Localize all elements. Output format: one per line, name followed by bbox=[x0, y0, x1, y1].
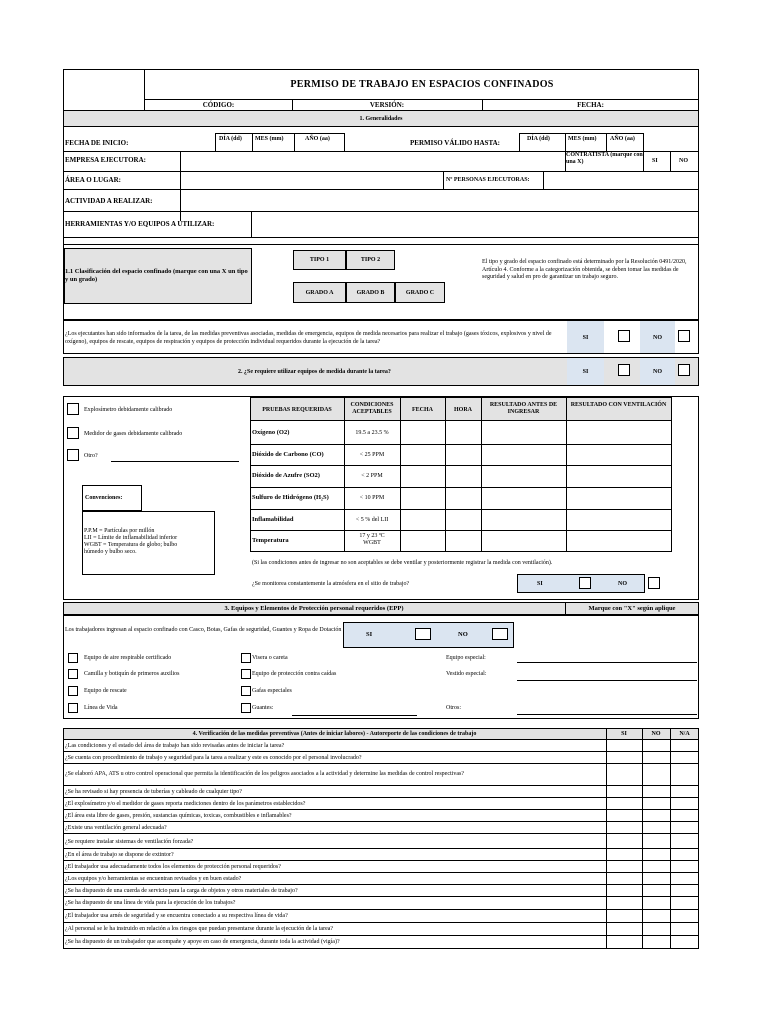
epp-marque: Marque con "X" según aplique bbox=[588, 605, 676, 612]
vestido-especial-line[interactable] bbox=[517, 680, 697, 681]
verificacion-item: ¿Las condiciones y el estado del área de trabajo han sido revisadas antes de iniciar la tarea? bbox=[65, 743, 285, 749]
convencion-wgbt: WGBT = Temperatura de globo; bulbo bbox=[84, 542, 178, 548]
epp-no: NO bbox=[458, 631, 468, 638]
linea-vida-checkbox[interactable] bbox=[68, 703, 78, 713]
verificacion-item: ¿Los equipos y/o herramientas se encuentran revisados y en buen estado? bbox=[65, 876, 242, 882]
fecha-label: FECHA: bbox=[577, 101, 604, 109]
empresa-label: EMPRESA EJECUTORA: bbox=[65, 156, 146, 164]
tipo1-label: TIPO 1 bbox=[309, 257, 330, 263]
verificacion-item: ¿Se cuenta con procedimiento de trabajo y seguridad para la tarea a realizar y este es conocido por el personal involucrado? bbox=[65, 755, 362, 761]
cond-h2s: < 10 PPM bbox=[359, 495, 385, 501]
otros-line[interactable] bbox=[517, 714, 697, 715]
verificacion-item: ¿El trabajador usa arnés de seguridad y se encuentra conectado a su respectiva línea de vida? bbox=[65, 913, 288, 919]
verificacion-item: ¿Se elaboró APA, ATS u otro control operacional que permita la identificación de los peligros asociados a la actividad y determine las medidas de control respectivas? bbox=[65, 771, 464, 777]
camilla-checkbox[interactable] bbox=[68, 669, 78, 679]
verificacion-si: SI bbox=[621, 731, 627, 737]
fecha-inicio-label: FECHA DE INICIO: bbox=[65, 139, 129, 147]
clasificacion-label: 1.1 Clasificación del espacio confinado (marque con una X un tipo y un grado) bbox=[65, 268, 248, 283]
guantes-line[interactable] bbox=[292, 715, 417, 716]
resultado-ventilacion-header: RESULTADO CON VENTILACIÓN bbox=[570, 402, 667, 408]
otros-label: Otros: bbox=[446, 705, 461, 711]
epp-si-checkbox[interactable] bbox=[415, 628, 431, 640]
otro-checkbox[interactable] bbox=[67, 449, 79, 461]
equipo-especial-label: Equipo especial: bbox=[446, 655, 486, 661]
monitorea-no: NO bbox=[618, 581, 627, 587]
visera-checkbox[interactable] bbox=[241, 653, 251, 663]
form-title: PERMISO DE TRABAJO EN ESPACIOS CONFINADOS bbox=[290, 79, 554, 90]
gradoA-label: GRADO A bbox=[305, 290, 334, 296]
permiso-valido-label: PERMISO VÁLIDO HASTA: bbox=[410, 139, 500, 147]
informados-no-checkbox[interactable] bbox=[678, 330, 690, 342]
proteccion-caidas-checkbox[interactable] bbox=[241, 669, 251, 679]
generalidades-title: 1. Generalidades bbox=[359, 116, 403, 122]
pruebas-header: PRUEBAS REQUERIDAS bbox=[262, 407, 332, 413]
cond-temperatura: 17 y 23 ºC WGBT bbox=[359, 533, 385, 546]
medidor-gases-checkbox[interactable] bbox=[67, 427, 79, 439]
camilla-label: Camilla y botiquín de primeros auxilios bbox=[84, 671, 180, 677]
informados-no: NO bbox=[653, 335, 662, 341]
convencion-lii: LII = Límite de inflamabilidad inferior bbox=[84, 535, 178, 541]
verificacion-item: ¿El área esta libre de gases, presión, sustancias químicas, toxicas, combustibles e inflamables? bbox=[65, 813, 292, 819]
informados-si: SI bbox=[582, 335, 589, 341]
gradoC-label: GRADO C bbox=[405, 290, 435, 296]
explosimetro-label: Explosímetro debidamente calibrado bbox=[84, 407, 173, 413]
verificacion-item: ¿Al personal se le ha instruido en relación a los riesgos que puedan presentarse durante la ejecución de la tarea? bbox=[65, 926, 334, 932]
verificacion-item: ¿En el área de trabajo se dispone de extintor? bbox=[65, 852, 174, 858]
version-label: VERSIÓN: bbox=[369, 101, 405, 109]
explosimetro-checkbox[interactable] bbox=[67, 403, 79, 415]
cond-inflamabilidad: < 5 % del LII bbox=[355, 517, 389, 523]
verificacion-na: N/A bbox=[679, 731, 690, 737]
equipo-rescate-checkbox[interactable] bbox=[68, 686, 78, 696]
aire-respirable-label: Equipo de aire respirable certificado bbox=[84, 655, 172, 661]
actividad-label: ACTIVIDAD A REALIZAR: bbox=[65, 197, 153, 205]
mes-label: MES (mm) bbox=[255, 136, 284, 142]
convencion-wgbt-2: húmedo y bulbo seco. bbox=[84, 549, 137, 555]
monitorea-si-checkbox[interactable] bbox=[579, 577, 591, 589]
gradoB-label: GRADO B bbox=[356, 290, 385, 296]
verificacion-item: ¿Se ha dispuesto de una línea de vida para la ejecución de los trabajos? bbox=[65, 900, 236, 906]
verificacion-no: NO bbox=[651, 731, 661, 737]
prueba-oxigeno: Oxígeno (O2) bbox=[252, 429, 290, 436]
epp-no-checkbox[interactable] bbox=[492, 628, 508, 640]
monitorea-si: SI bbox=[537, 581, 543, 587]
verificacion-title: 4. Verificación de las medidas preventivas (Antes de iniciar labores) - Autoreporte de las condiciones de trabajo bbox=[192, 731, 477, 737]
contratista-no: NO bbox=[679, 158, 688, 164]
convencion-ppm: P.P.M = Partículas por millón bbox=[84, 528, 155, 534]
linea-vida-label: Línea de Vida bbox=[84, 705, 118, 711]
medida-si: SI bbox=[582, 369, 589, 375]
area-label: ÁREA O LUGAR: bbox=[65, 176, 122, 184]
herramientas-label: HERRAMIENTAS Y/O EQUIPOS A UTILIZAR: bbox=[65, 220, 215, 228]
prueba-inflamabilidad: Inflamabilidad bbox=[252, 516, 294, 523]
visera-label: Visera o careta bbox=[252, 655, 288, 661]
personas-label: Nº PERSONAS EJECUTORAS: bbox=[446, 177, 530, 183]
contratista-si: SI bbox=[652, 158, 658, 164]
otro-label: Otro? bbox=[84, 453, 98, 459]
prueba-so2: Dióxido de Azufre (SO2) bbox=[252, 472, 320, 479]
medida-si-checkbox[interactable] bbox=[618, 364, 630, 376]
epp-si: SI bbox=[366, 631, 373, 638]
prueba-h2s: Sulfuro de Hidrógeno (H₂S) bbox=[252, 494, 329, 501]
verificacion-item: ¿Se ha dispuesto de un trabajador que acompañe y apoye en caso de emergencia, durante toda la actividad (vigía)? bbox=[65, 939, 340, 945]
cond-so2: < 2 PPM bbox=[361, 473, 383, 479]
monitorea-no-checkbox[interactable] bbox=[648, 577, 660, 589]
contratista-label: CONTRATISTA (marque con una X) bbox=[566, 152, 643, 165]
guantes-checkbox[interactable] bbox=[241, 703, 251, 713]
cond-co: < 25 PPM bbox=[359, 452, 385, 458]
condiciones-header: CONDICIONES ACEPTABLES bbox=[350, 402, 394, 415]
aire-respirable-checkbox[interactable] bbox=[68, 653, 78, 663]
verificacion-item: ¿El trabajador usa adecuadamente todos los elementos de protección personal requeridos? bbox=[65, 864, 281, 870]
prueba-co: Dióxido de Carbono (CO) bbox=[252, 451, 324, 458]
fecha-header: FECHA bbox=[412, 407, 433, 413]
tipo2-label: TIPO 2 bbox=[360, 257, 381, 263]
vestido-especial-label: Vestido especial: bbox=[446, 671, 487, 677]
hora-header: HORA bbox=[454, 407, 472, 413]
codigo-label: CÓDIGO: bbox=[202, 101, 235, 109]
anio-label: AÑO (aa) bbox=[305, 136, 330, 142]
verificacion-item: ¿Se ha dispuesto de una cuerda de servicio para la carga de objetos y otros materiales de trabajo? bbox=[65, 888, 298, 894]
verificacion-item: ¿Existe una ventilación general adecuada? bbox=[65, 825, 167, 831]
medida-no: NO bbox=[653, 369, 662, 375]
verificacion-item: ¿Se requiere instalar sistemas de ventilación forzada? bbox=[65, 839, 194, 845]
medida-title: 2. ¿Se requiere utilizar equipos de medida durante la tarea? bbox=[238, 369, 391, 375]
epp-ingresan: Los trabajadores ingresan al espacio confinado con Casco, Botas, Gafas de seguridad, Guantes y Ropa de Dotación bbox=[65, 627, 342, 633]
cond-oxigeno: 19.5 a 23.5 % bbox=[355, 430, 389, 436]
informados-text: ¿Los ejecutantes han sido informados de la tarea, de las medidas preventivas asociadas, medidas de emergencia, equipos de medida necesarios para realizar el trabajo (gases tóxicos, explosivos y nivel de oxígeno), equipos de rescate, equipos de respiración y equipos de protección individual requeridos durante la ejecución de la tarea? bbox=[65, 331, 552, 345]
anio-label-2: AÑO (aa) bbox=[610, 136, 635, 142]
proteccion-caidas-label: Equipo de protección contra caídas bbox=[252, 671, 337, 677]
dia-label-2: DÍA (dd) bbox=[527, 136, 550, 142]
verificacion-item: ¿El explosímetro y/o el medidor de gases reporta mediciones dentro de los parámetros establecidos? bbox=[65, 801, 306, 807]
mes-label-2: MES (mm) bbox=[568, 136, 597, 142]
dia-label: DÍA (dd) bbox=[219, 136, 242, 142]
epp-title: 3. Equipos y Elementos de Protección personal requeridos (EPP) bbox=[224, 605, 404, 612]
medida-nota: (Si las condiciones antes de ingresar no son aceptables se debe ventilar y posteriormente registrar la medida con ventilación). bbox=[252, 560, 553, 566]
medida-no-checkbox[interactable] bbox=[678, 364, 690, 376]
informados-si-checkbox[interactable] bbox=[618, 330, 630, 342]
equipo-rescate-label: Equipo de rescate bbox=[84, 688, 127, 694]
prueba-temperatura: Temperatura bbox=[252, 537, 289, 544]
convenciones-title: Convenciones: bbox=[85, 495, 123, 501]
gafas-especiales-label: Gafas especiales bbox=[252, 688, 292, 694]
equipo-especial-line[interactable] bbox=[517, 662, 697, 663]
guantes-label: Guantes: bbox=[252, 705, 274, 711]
verificacion-item: ¿Se ha revisado si hay presencia de tuberías y cableado de cualquier tipo? bbox=[65, 789, 242, 795]
gafas-especiales-checkbox[interactable] bbox=[241, 686, 251, 696]
resultado-antes-header: RESULTADO ANTES DE INGRESAR bbox=[489, 402, 558, 415]
clasificacion-nota: El tipo y grado del espacio confinado está determinado por la Resolución 0491/2020, Artículo 4. Conforme a la categorización obtenida, se deben tomar las medidas de seguridad y salud en pro de garantizar un trabajo seguro. bbox=[482, 259, 687, 280]
medidor-gases-label: Medidor de gases debidamente calibrado bbox=[84, 431, 183, 437]
monitorea-text: ¿Se monitorea constantemente la atmósfera en el sitio de trabajo? bbox=[252, 581, 410, 587]
